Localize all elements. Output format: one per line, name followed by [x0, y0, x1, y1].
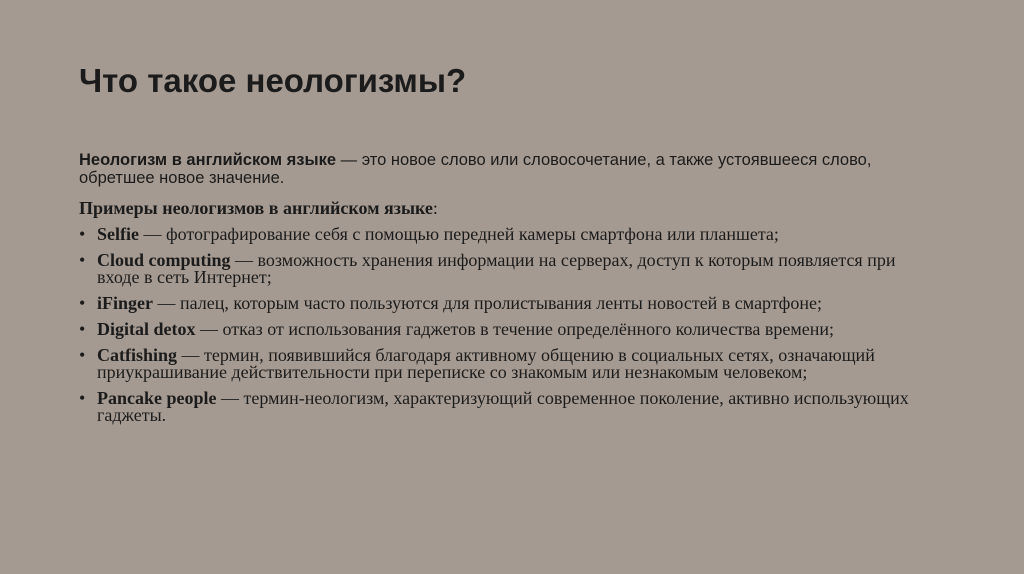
list-item — [79, 295, 939, 312]
examples-list — [79, 226, 939, 433]
examples-heading-suffix: : — [432, 198, 438, 218]
examples-heading-text: Примеры неологизмов в английском языке — [79, 198, 433, 218]
list-item — [79, 226, 939, 243]
list-item — [79, 252, 939, 286]
example-description: — термин-неологизм, характеризующий современное поколение, активно использующих гаджеты. — [97, 388, 909, 425]
bullet-icon: • — [79, 388, 86, 408]
example-term: Cloud computing — [97, 250, 231, 270]
bullet-icon: • — [79, 293, 86, 313]
list-item — [79, 321, 939, 338]
bullet-icon: • — [79, 224, 86, 244]
intro-paragraph — [79, 151, 939, 187]
bullet-icon: • — [79, 250, 86, 270]
list-item — [79, 347, 939, 381]
slide-title: Что такое неологизмы? — [79, 62, 467, 99]
bullet-icon: • — [79, 319, 86, 339]
example-description: — фотографирование себя с помощью передней камеры смартфона или планшета; — [139, 224, 779, 244]
example-description: — возможность хранения информации на серверах, доступ к которым появляется при входе в сеть Интернет; — [97, 250, 896, 287]
example-term: Catfishing — [97, 345, 178, 365]
examples-heading — [79, 198, 939, 218]
example-description: — отказ от использования гаджетов в течение определённого количества времени; — [195, 319, 835, 339]
example-term: Digital detox — [97, 319, 196, 339]
intro-definition: — это новое слово или словосочетание, а также устоявшееся слово, обретшее новое значение. — [79, 151, 872, 187]
example-term: Pancake people — [97, 388, 217, 408]
example-description: — палец, которым часто пользуются для пролистывания ленты новостей в смартфоне; — [153, 293, 822, 313]
example-term: iFinger — [97, 293, 153, 313]
list-item — [79, 390, 939, 424]
bullet-icon: • — [79, 345, 86, 365]
example-term: Selfie — [97, 224, 139, 244]
intro-term: Неологизм в английском языке — [79, 151, 337, 169]
example-description: — термин, появившийся благодаря активному общению в социальных сетях, означающий приукрашивание действительности при переписке со знакомым или незнакомым человеком; — [97, 345, 875, 382]
